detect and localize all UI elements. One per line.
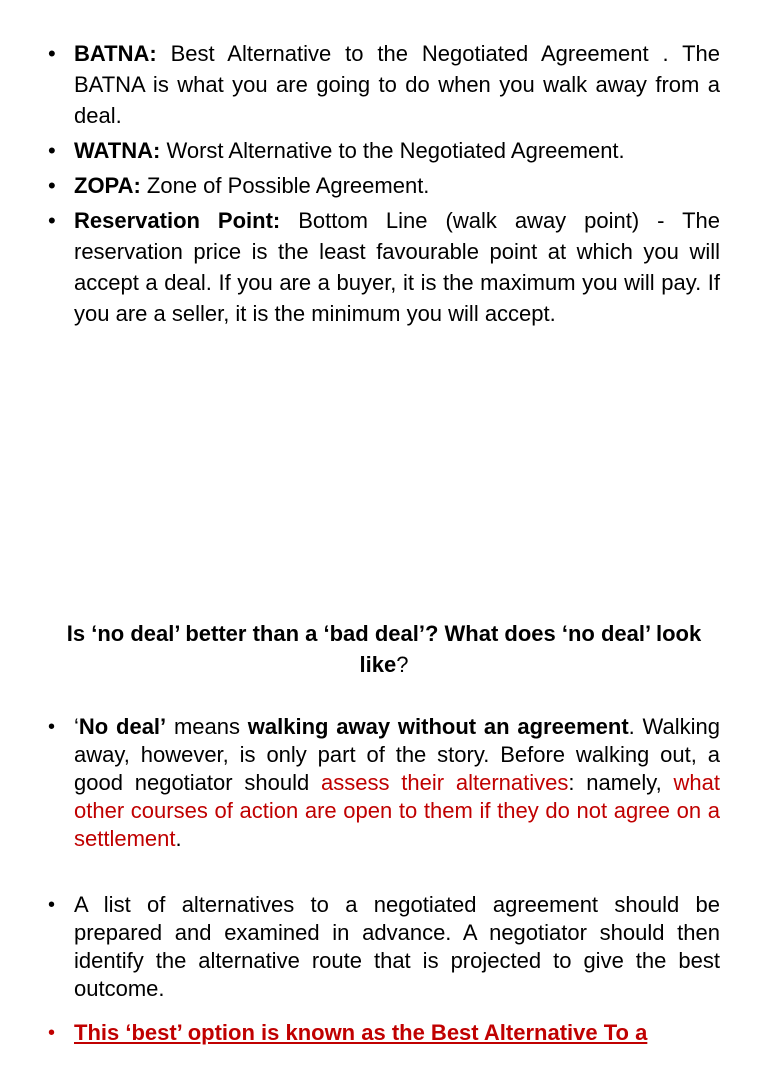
- definition-term: Reservation Point:: [74, 208, 281, 233]
- bullet-icon: •: [48, 1022, 56, 1044]
- no-deal-term: No deal’: [78, 714, 167, 739]
- means-text: means: [166, 714, 248, 739]
- bullet-icon: •: [48, 138, 56, 163]
- definition-watna: [0, 135, 768, 166]
- definition-text: Zone of Possible Agreement.: [140, 173, 430, 198]
- definition-text: Best Alternative to the Negotiated Agreement . The BATNA is what you are going to do when you walk away from a deal.: [74, 41, 720, 128]
- point-no-deal: [0, 713, 768, 853]
- definition-zopa: [0, 170, 768, 201]
- point-text: This ‘best’ option is known as the Best Alternative To a: [74, 1020, 648, 1045]
- point-end: .: [175, 826, 182, 851]
- bullet-icon: •: [48, 208, 56, 233]
- point-text: . Walking away, however, is only part of the story. Before walking out, a good negotiator should: [74, 714, 720, 795]
- open-quote: ‘: [74, 714, 79, 739]
- namely-text: : namely,: [568, 770, 674, 795]
- definition-term: ZOPA:: [74, 173, 141, 198]
- point-best-option: [0, 1019, 768, 1047]
- heading-main: Is ‘no deal’ better than a ‘bad deal’? What does ‘no deal’ look like: [66, 621, 702, 677]
- courses-of-action-text: what other courses of action are open to them if they do not agree on a settlement: [74, 770, 720, 851]
- definition-reservation-point: [0, 205, 768, 329]
- section-heading: [40, 618, 728, 680]
- definition-text: Bottom Line (walk away point) - The reservation price is the least favourable point at which you will accept a deal. If you are a buyer, it is the maximum you will pay. If you are a seller, it is the minimum you will accept.: [74, 208, 721, 326]
- definitions-list: [0, 38, 768, 329]
- bullet-icon: •: [48, 716, 56, 738]
- definitions-section: [0, 38, 768, 333]
- definition-term: WATNA:: [74, 138, 161, 163]
- definition-batna: [0, 38, 768, 131]
- definition-term: BATNA:: [74, 41, 157, 66]
- assess-alternatives-text: assess their alternatives: [321, 770, 569, 795]
- bullet-icon: •: [48, 173, 56, 198]
- heading-end: ?: [396, 652, 409, 677]
- bullet-icon: •: [48, 41, 56, 66]
- walking-away-text: walking away without an agreement: [247, 714, 629, 739]
- point-text: A list of alternatives to a negotiated agreement should be prepared and examined in advance. A negotiator should then identify the alternative route that is projected to give the best outcome.: [74, 892, 720, 1001]
- no-deal-section: [0, 713, 768, 1085]
- bullet-icon: •: [48, 894, 56, 916]
- definition-text: Worst Alternative to the Negotiated Agreement.: [160, 138, 625, 163]
- point-list-alternatives: [0, 891, 768, 1003]
